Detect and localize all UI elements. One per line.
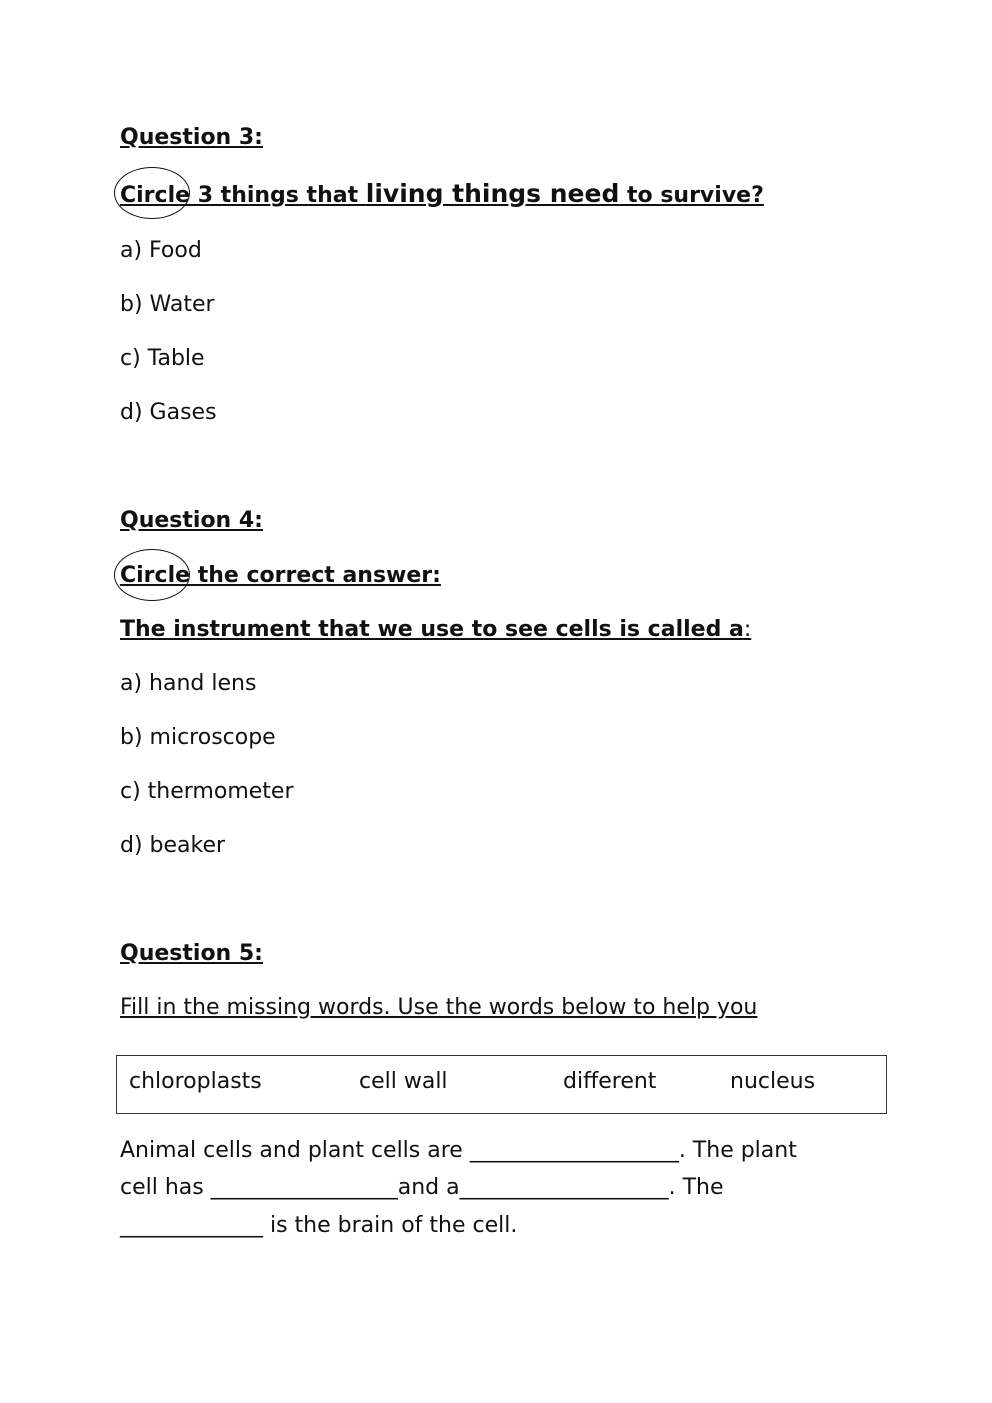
- word-bank-item: different: [563, 1069, 657, 1094]
- question-4-title: Question 4:: [120, 508, 263, 533]
- option-d: d) beaker: [120, 833, 226, 858]
- question-3-title: Question 3:: [120, 125, 263, 150]
- word-bank-item: chloroplasts: [129, 1069, 262, 1094]
- word-bank: [116, 1055, 887, 1114]
- circled-word: Circle: [120, 182, 190, 210]
- circled-word: Circle: [120, 562, 190, 590]
- question-5-title: Question 5:: [120, 941, 263, 966]
- fill-in-line: Animal cells and plant cells are ___________________. The plant: [120, 1138, 797, 1163]
- option-d: d) Gases: [120, 400, 217, 425]
- question-4-prompt: Circle the correct answer:: [120, 562, 441, 590]
- option-a: a) Food: [120, 238, 202, 263]
- option-b: b) microscope: [120, 725, 276, 750]
- option-c: c) Table: [120, 346, 205, 371]
- option-a: a) hand lens: [120, 671, 257, 696]
- option-b: b) Water: [120, 292, 215, 317]
- fill-in-line: cell has _________________and a___________________. The: [120, 1175, 724, 1200]
- word-bank-item: cell wall: [359, 1069, 448, 1094]
- option-c: c) thermometer: [120, 779, 294, 804]
- circle-mark: [114, 549, 190, 601]
- question-5-instruction: Fill in the missing words. Use the words below to help you: [120, 995, 758, 1020]
- circle-mark: [114, 167, 190, 219]
- question-4-question: The instrument that we use to see cells is called a:: [120, 617, 752, 642]
- question-3-prompt: Circle 3 things that living things need to survive?: [120, 180, 764, 210]
- fill-in-line: _____________ is the brain of the cell.: [120, 1213, 518, 1238]
- word-bank-item: nucleus: [730, 1069, 816, 1094]
